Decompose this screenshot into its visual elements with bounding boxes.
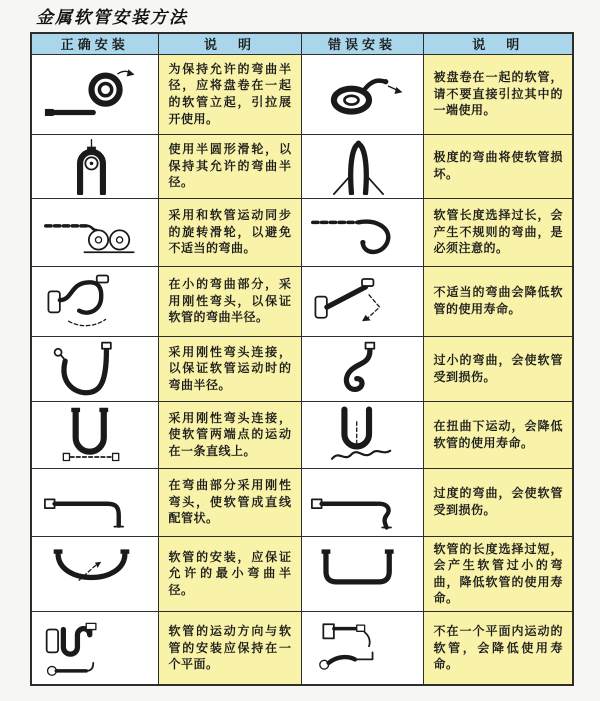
wrong-illustration-cell [301, 54, 423, 134]
wrong-description: 过度的弯曲，会使软管受到损伤。 [423, 468, 573, 536]
correct-description: 使用半圆形滑轮，以保持其允许的弯曲半径。 [158, 134, 301, 198]
semicircular-pulley-icon [39, 137, 151, 195]
coiled-hose-upright-icon [39, 65, 151, 123]
correct-illustration-cell [31, 536, 158, 611]
single-plane-trap-icon [39, 619, 151, 677]
rotating-pulleys-icon [39, 203, 151, 261]
wrong-description: 不在一个平面内运动的软管，会降低使用寿命。 [423, 611, 573, 685]
twisted-motion-icon [306, 406, 418, 464]
table-row [31, 266, 573, 336]
wrong-description: 极度的弯曲将使软管损坏。 [423, 134, 573, 198]
correct-illustration-cell [31, 401, 158, 468]
tight-hook-bend-icon [306, 340, 418, 398]
correct-illustration-cell [31, 266, 158, 336]
wrong-description: 不适当的弯曲会降低软管的使用寿命。 [423, 266, 573, 336]
u-hose-straight-line-icon [39, 406, 151, 464]
correct-illustration-cell [31, 134, 158, 198]
hose-installation-table [30, 32, 574, 686]
minimum-bend-radius-icon [39, 545, 151, 603]
table-row [31, 134, 573, 198]
correct-description: 软管的安装，应保证允许的最小弯曲半径。 [158, 536, 301, 611]
correct-illustration-cell [31, 54, 158, 134]
wrong-description: 软管的长度选择过短，会产生软管过小的弯曲，降低软管的使用寿命。 [423, 536, 573, 611]
wrong-illustration-cell [301, 134, 423, 198]
correct-description: 在弯曲部分采用刚性弯头，使软管成直线配管状。 [158, 468, 301, 536]
header-description-right: 说 明 [423, 33, 573, 54]
wrong-illustration-cell [301, 198, 423, 266]
wrong-illustration-cell [301, 336, 423, 401]
correct-description: 采用和软管运动同步的旋转滑轮，以避免不适当的弯曲。 [158, 198, 301, 266]
over-long-hose-icon [306, 203, 418, 261]
correct-description: 为保持允许的弯曲半径，应将盘卷在一起的软管立起，引拉展开使用。 [158, 54, 301, 134]
coiled-hose-pulled-end-icon [306, 65, 418, 123]
over-bent-elbow-icon [306, 473, 418, 531]
table-row [31, 611, 573, 685]
u-loop-rigid-elbow-icon [39, 340, 151, 398]
correct-description: 软管的运动方向与软管的安装应保持在一个平面。 [158, 611, 301, 685]
header-description-left: 说 明 [158, 33, 301, 54]
sharp-bend-icon [306, 272, 418, 330]
wrong-illustration-cell [301, 401, 423, 468]
correct-description: 在小的弯曲部分，采用刚性弯头，以保证软管的弯曲半径。 [158, 266, 301, 336]
wrong-description: 在扭曲下运动，会降低软管的使用寿命。 [423, 401, 573, 468]
rigid-elbow-small-bend-icon [39, 272, 151, 330]
table-row [31, 536, 573, 611]
wrong-description: 被盘卷在一起的软管，请不要直接引拉其中的一端使用。 [423, 54, 573, 134]
correct-illustration-cell [31, 468, 158, 536]
straight-pipe-elbow-icon [39, 473, 151, 531]
correct-description: 采用刚性弯头连接，使软管两端点的运动在一条直线上。 [158, 401, 301, 468]
wrong-illustration-cell [301, 536, 423, 611]
extreme-bend-icon [306, 137, 418, 195]
too-short-flat-bend-icon [306, 545, 418, 603]
wrong-description: 过小的弯曲，会使软管受到损伤。 [423, 336, 573, 401]
wrong-illustration-cell [301, 611, 423, 685]
correct-illustration-cell [31, 198, 158, 266]
wrong-illustration-cell [301, 468, 423, 536]
correct-description: 采用刚性弯头连接，以保证软管运动时的弯曲半径。 [158, 336, 301, 401]
table-row [31, 468, 573, 536]
header-wrong-install: 错误安装 [301, 33, 423, 54]
table-row [31, 336, 573, 401]
wrong-illustration-cell [301, 266, 423, 336]
table-row [31, 54, 573, 134]
page-title: 金属软管安装方法 [36, 8, 188, 28]
table-header-row [31, 33, 573, 54]
header-correct-install: 正确安装 [31, 33, 158, 54]
correct-illustration-cell [31, 336, 158, 401]
out-of-plane-motion-icon [306, 619, 418, 677]
wrong-description: 软管长度选择过长，会产生不规则的弯曲，是必须注意的。 [423, 198, 573, 266]
table-row [31, 401, 573, 468]
table-row [31, 198, 573, 266]
correct-illustration-cell [31, 611, 158, 685]
